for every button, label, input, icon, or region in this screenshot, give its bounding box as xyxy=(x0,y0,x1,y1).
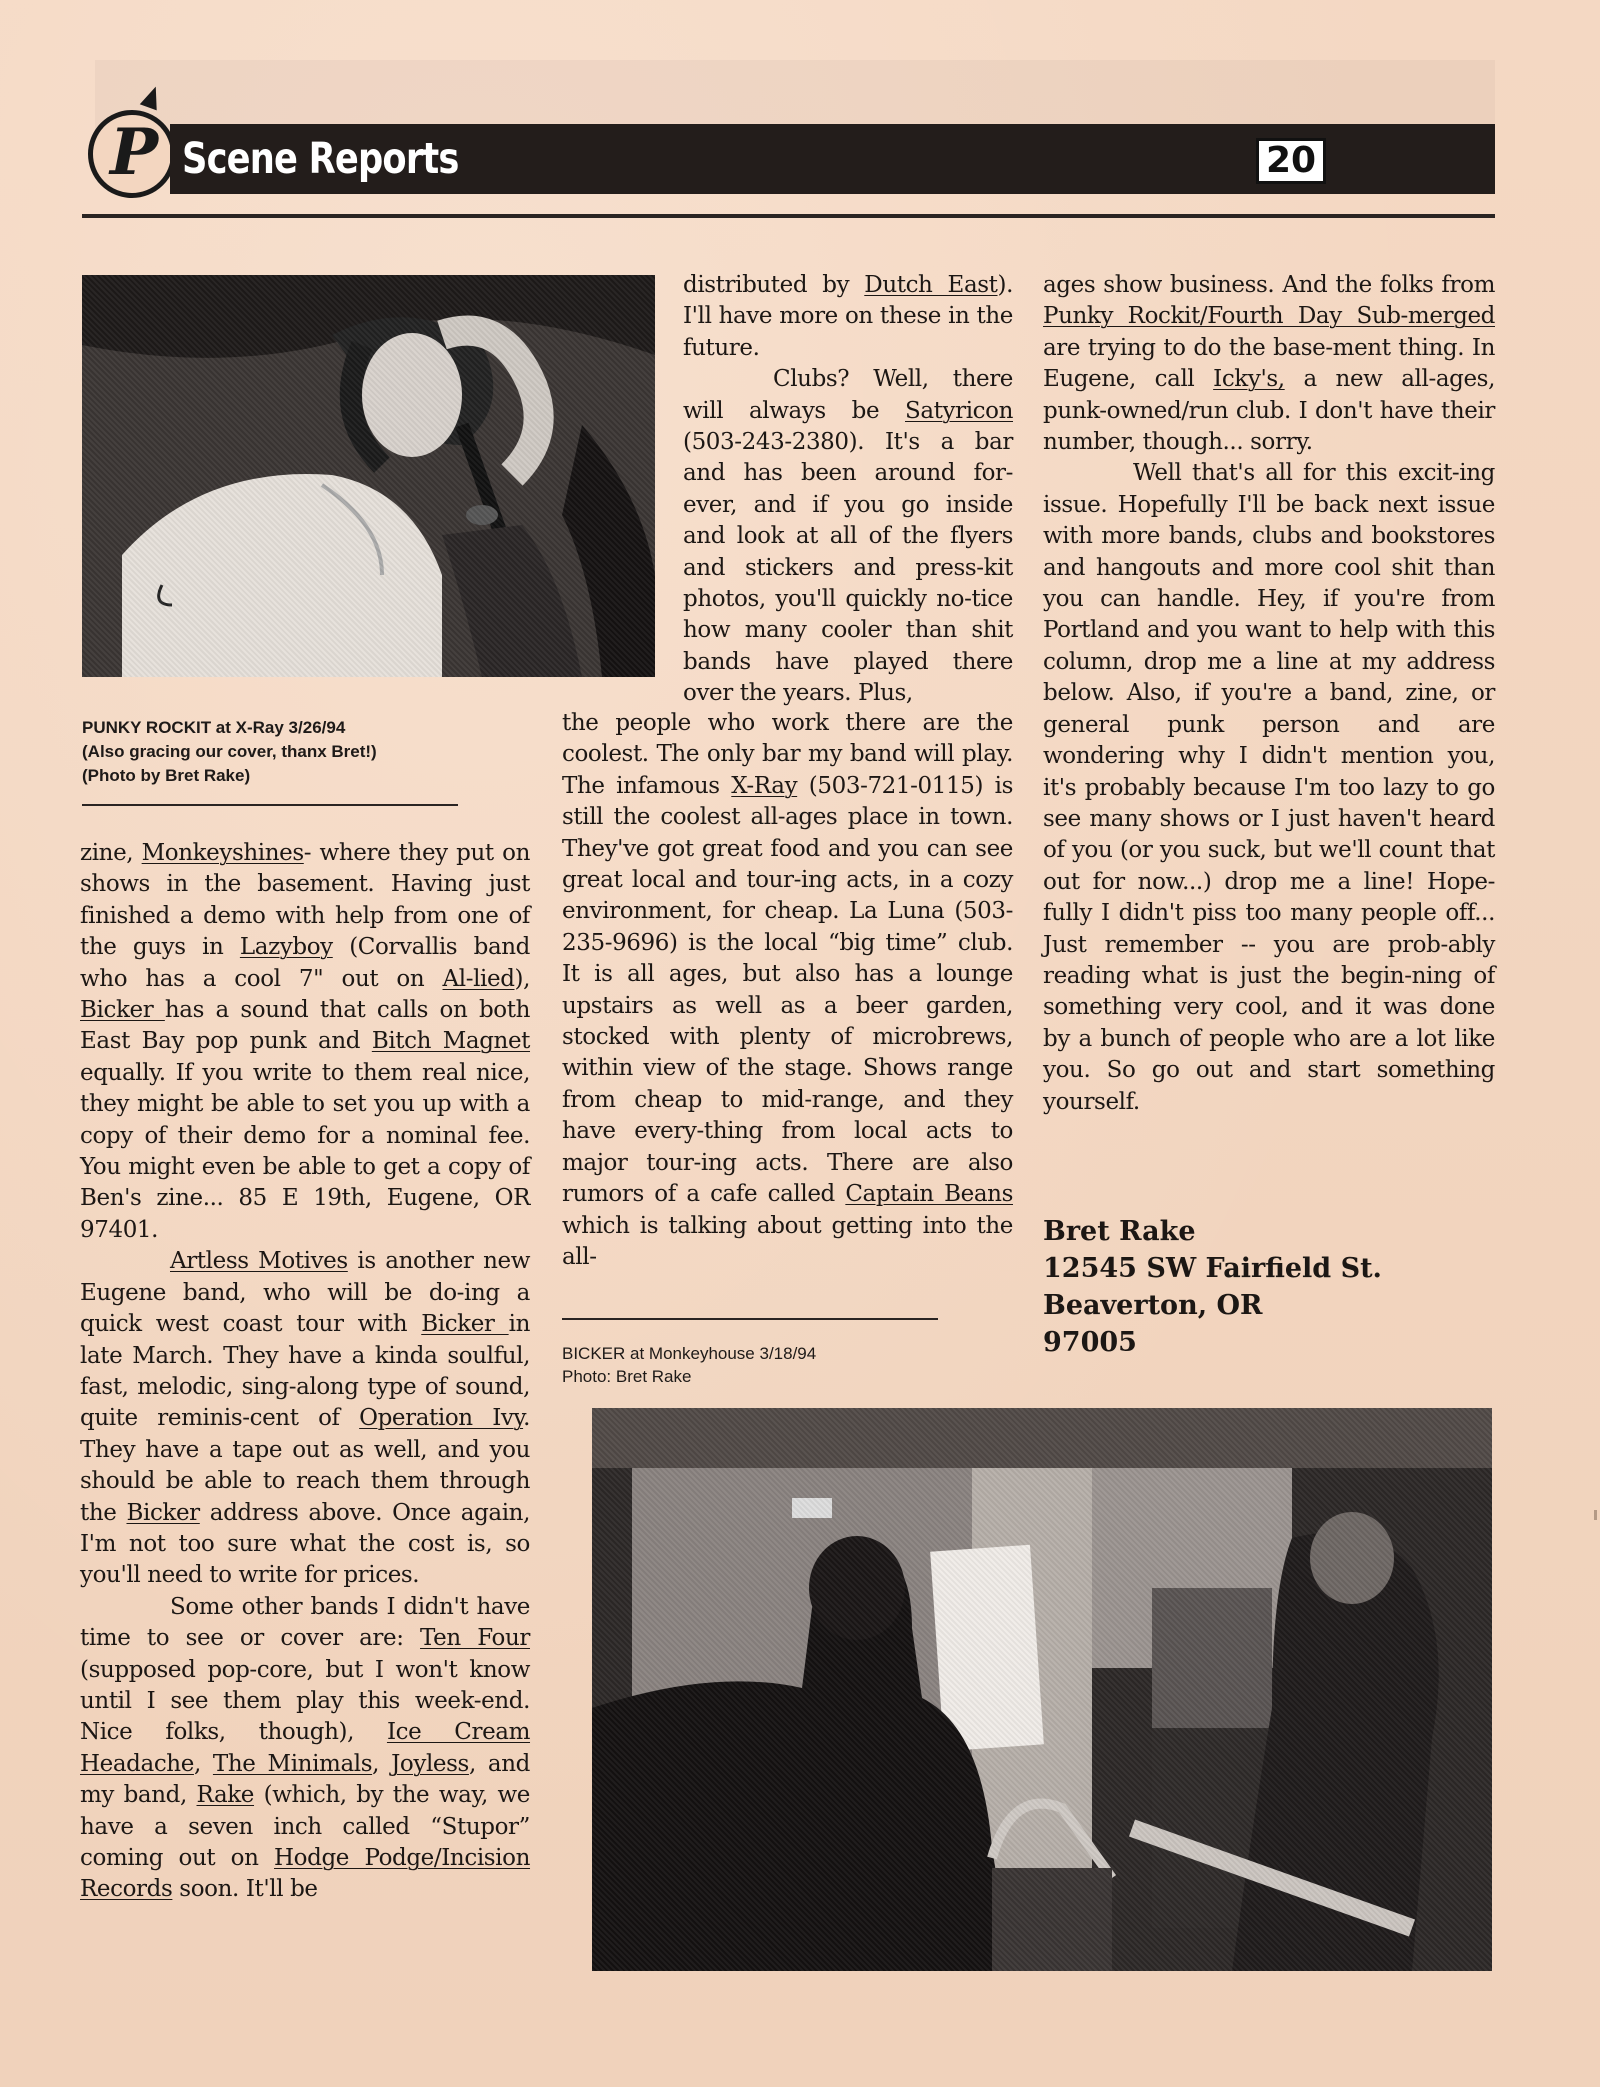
band-name: Ice Cream Headache xyxy=(80,1719,531,1777)
label-name: Hodge Podge/Incision Records xyxy=(80,1845,531,1903)
header-rule xyxy=(82,214,1495,218)
article-column-2-top xyxy=(683,270,1013,710)
address-zip: 97005 xyxy=(1043,1327,1137,1358)
paragraph: ages show business. And the folks from Punky Rockit/Fourth Day Sub-merged are trying to do the base-ment thing. In Eugene, call Icky's, a new all-ages, punk-owned/run club. I don't have their number, though... sorry. xyxy=(1043,272,1495,456)
band-name: Operation Ivy xyxy=(359,1405,524,1432)
club-name: X-Ray xyxy=(731,772,798,799)
photo2-caption-line: BICKER at Monkeyhouse 3/18/94 xyxy=(562,1344,817,1363)
bicker-photo xyxy=(592,1408,1492,1971)
band-name: Bitch Magnet xyxy=(371,1028,531,1055)
band-name: Rake xyxy=(196,1782,255,1809)
page-number: 20 xyxy=(1256,138,1326,184)
paragraph: Clubs? Well, there will always be Satyricon (503-243-2380). It's a bar and has been around for-ever, and if you go inside and look at all of the flyers and stickers and press-kit photos, you'll quickly no-tice how many cooler than shit bands have played there over the years. Plus, xyxy=(683,366,1013,707)
contact-address xyxy=(1043,1213,1493,1361)
paragraph: distributed by Dutch East). I'll have more on these in the future. xyxy=(683,272,1013,361)
paragraph: Artless Motives is another new Eugene band, who will be do-ing a quick west coast tour with Bicker in late March. They have a kinda soulful, fast, melodic, sing-along type of sound, quite reminis-cent of Operation Ivy. They have a tape out as well, and you should be able to reach them through the Bicker address above. Once again, I'm not too sure what the cost is, so you'll need to write for prices. xyxy=(80,1248,530,1589)
label-name: Al-lied xyxy=(442,965,515,992)
photo2-caption xyxy=(562,1342,962,1388)
article-column-3 xyxy=(1043,270,1495,1118)
band-name: Bicker xyxy=(421,1311,509,1338)
article-column-2-bottom xyxy=(562,708,1013,1273)
photo1-caption xyxy=(82,716,552,788)
paragraph: Well that's all for this excit-ing issue. Hopefully I'll be back next issue with more bands, clubs and bookstores and hangouts and more cool shit than you can handle. Hey, if you're from Portland and you want to help with this column, drop me a line at my address below. Also, if you're a band, zine, or general punk person and are wondering why I didn't mention you, it's probably because I'm too lazy to go see many shows or I just haven't heard of you (or you suck, but we'll count that out for now...) drop me a line! Hope-fully I didn't piss too many people off... Just remember -- you are prob-ably reading what is just the begin-ning of something very cool, and it was done by a bunch of people who are a lot like you. So go out and start something yourself. xyxy=(1043,460,1495,1115)
label-name: Dutch East xyxy=(864,272,998,298)
band-name: Punky Rockit/Fourth Day Sub-merged xyxy=(1043,303,1495,330)
paragraph: zine, Monkeyshines- where they put on shows in the basement. Having just finished a demo with help from one of the guys in Lazyboy (Corvallis band who has a cool 7" out on Al-lied), Bicker has a sound that calls on both East Bay pop punk and Bitch Magnet equally. If you write to them real nice, they might be able to set you up with a copy of their demo for a nominal fee. You might even be able to get a copy of Ben's zine... 85 E 19th, Eugene, OR 97401. xyxy=(80,840,531,1243)
band-name: Joyless xyxy=(391,1750,469,1777)
address-street: 12545 SW Fairfield St. xyxy=(1043,1253,1382,1284)
logo-letter: P xyxy=(109,115,159,190)
address-city: Beaverton, OR xyxy=(1043,1290,1263,1321)
photo1-caption-line: (Also gracing our cover, thanx Bret!) xyxy=(82,742,377,761)
paragraph: the people who work there are the coolest. The only bar my band will play. The infamous X-Ray (503-721-0115) is still the coolest all-ages place in town. They've got great food and you can see great local and tour-ing acts, in a cozy environment, for cheap. La Luna (503-235-9696) is the local “big time” club. It is all ages, but also has a lounge upstairs as well as a beer garden, stocked with plenty of microbrews, within view of the stage. Shows range from cheap to mid-range, and they have every-thing from local acts to major tour-ing acts. There are also rumors of a cafe called Captain Beans which is talking about getting into the all- xyxy=(562,710,1013,1270)
punky-rockit-photo xyxy=(82,275,655,677)
band-name: Monkeyshines xyxy=(141,840,304,866)
article-column-1 xyxy=(80,838,530,1906)
edge-mark xyxy=(1594,1510,1597,1520)
band-name: Lazyboy xyxy=(239,934,333,961)
caption-divider xyxy=(82,804,458,806)
club-name: Satyricon xyxy=(905,397,1013,424)
photo1-caption-line: PUNKY ROCKIT at X-Ray 3/26/94 xyxy=(82,718,346,737)
photo1-caption-line: (Photo by Bret Rake) xyxy=(82,766,251,785)
address-name: Bret Rake xyxy=(1043,1216,1196,1247)
band-name: The Minimals xyxy=(212,1750,373,1777)
photo2-caption-line: Photo: Bret Rake xyxy=(562,1367,692,1386)
section-title: Scene Reports xyxy=(182,134,459,184)
band-name: Bicker xyxy=(80,997,165,1024)
band-name: Ten Four xyxy=(420,1625,530,1652)
club-name: Captain Beans xyxy=(845,1181,1013,1208)
band-name: Bicker xyxy=(126,1499,200,1526)
club-name: Icky's, xyxy=(1213,366,1285,393)
band-name: Artless Motives xyxy=(170,1248,348,1275)
caption-divider xyxy=(562,1318,938,1320)
paragraph: Some other bands I didn't have time to see or cover are: Ten Four (supposed pop-core, but I won't know until I see them play this week-end. Nice folks, though), Ice Cream Headache, The Minimals, Joyless, and my band, Rake (which, by the way, we have a seven inch called “Stupor” coming out on Hodge Podge/Incision Records soon. It'll be xyxy=(80,1593,531,1903)
